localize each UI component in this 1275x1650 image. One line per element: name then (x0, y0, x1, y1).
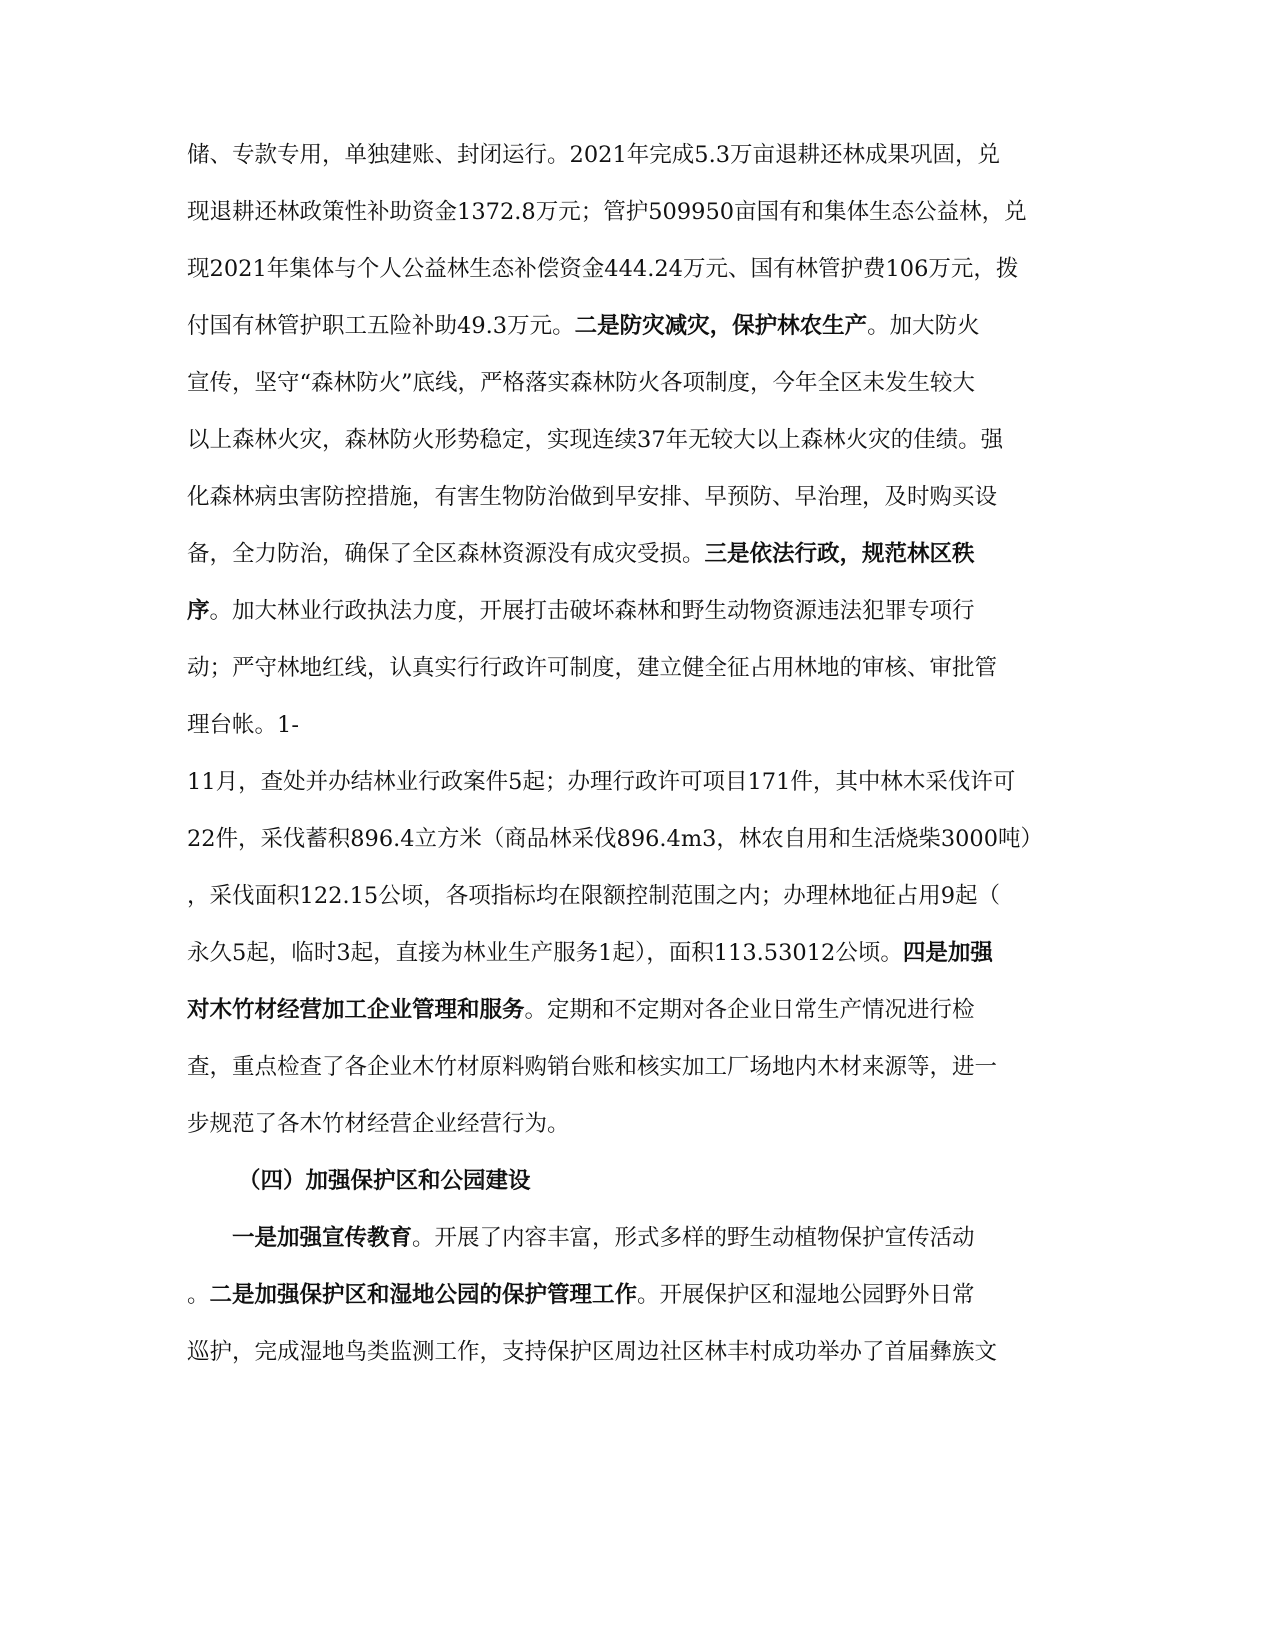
text-line (187, 1323, 997, 1381)
text-segment: 。加大防火 (867, 313, 980, 339)
text-line (187, 297, 980, 355)
bold-phrase: （四）加强保护区和公园建设 (238, 1168, 531, 1194)
text-segment: 22件，采伐蓄积896.4立方米（商品林采伐896.4m3，林农自用和生活烧柴3000吨） (187, 826, 1043, 852)
text-line (187, 696, 299, 754)
bold-phrase: 一是加强宣传教育 (232, 1225, 413, 1251)
text-line (187, 1038, 997, 1096)
text-segment: 永久5起，临时3起，直接为林业生产服务1起），面积113.53012公顷。 (187, 940, 903, 966)
text-line (187, 1095, 570, 1153)
text-line (187, 810, 1043, 868)
text-segment: 。开展了内容丰富，形式多样的野生动植物保护宣传活动 (412, 1225, 975, 1251)
text-line (187, 183, 1027, 241)
text-line (187, 639, 997, 697)
bold-phrase: 二是加强保护区和湿地公园的保护管理工作 (209, 1282, 638, 1308)
text-segment: 以上森林火灾，森林防火形势稳定，实现连续37年无较大以上森林火灾的佳绩。强 (187, 427, 1004, 453)
bold-phrase: 对木竹材经营加工企业管理和服务 (187, 997, 525, 1023)
text-segment: 化森林病虫害防控措施，有害生物防治做到早安排、早预防、早治理，及时购买设 (187, 484, 998, 510)
text-segment: 查，重点检查了各企业木竹材原料购销台账和核实加工厂场地内木材来源等，进一 (187, 1054, 998, 1080)
text-line (187, 468, 997, 526)
text-line (187, 126, 1000, 184)
bold-phrase: 序 (187, 598, 210, 624)
text-segment: 理台帐。1- (187, 712, 299, 738)
text-line (187, 867, 1000, 925)
text-line (187, 753, 1015, 811)
text-segment: 步规范了各木竹材经营企业经营行为。 (187, 1111, 570, 1137)
text-segment: 。开展保护区和湿地公园野外日常 (637, 1282, 975, 1308)
text-line (187, 240, 1018, 298)
text-segment: 动；严守林地红线，认真实行行政许可制度，建立健全征占用林地的审核、审批管 (187, 655, 998, 681)
text-line (187, 354, 975, 412)
text-line (187, 981, 975, 1039)
text-line (187, 525, 975, 583)
text-segment: 备，全力防治，确保了全区森林资源没有成灾受损。 (187, 541, 705, 567)
text-segment: 现退耕还林政策性补助资金1372.8万元；管护509950亩国有和集体生态公益林，兑 (187, 199, 1027, 225)
text-segment: 现2021年集体与个人公益林生态补偿资金444.24万元、国有林管护费106万元，拨 (187, 256, 1019, 282)
bold-phrase: 三是依法行政，规范林区秩 (704, 541, 975, 567)
text-line (187, 924, 993, 982)
text-line (187, 1266, 975, 1324)
bold-phrase: 二是防灾减灾，保护林农生产 (574, 313, 868, 339)
text-segment: 付国有林管护职工五险补助49.3万元。 (187, 313, 575, 339)
text-line (238, 1152, 531, 1210)
text-segment: 。 (187, 1282, 210, 1308)
text-segment: 。加大林业行政执法力度，开展打击破坏森林和野生动物资源违法犯罪专项行 (209, 598, 975, 624)
text-line (187, 582, 975, 640)
text-segment: 11月，查处并办结林业行政案件5起；办理行政许可项目171件，其中林木采伐许可 (187, 769, 1016, 795)
text-line (232, 1209, 975, 1267)
text-segment: ，采伐面积122.15公顷，各项指标均在限额控制范围之内；办理林地征占用9起（ (187, 883, 1001, 909)
text-line (187, 411, 1003, 469)
text-segment: 。定期和不定期对各企业日常生产情况进行检 (524, 997, 975, 1023)
bold-phrase: 四是加强 (902, 940, 993, 966)
text-segment: 宣传，坚守“森林防火”底线，严格落实森林防火各项制度，今年全区未发生较大 (187, 370, 976, 396)
text-segment: 储、专款专用，单独建账、封闭运行。2021年完成5.3万亩退耕还林成果巩固，兑 (187, 142, 1001, 168)
text-segment: 巡护，完成湿地鸟类监测工作，支持保护区周边社区林丰村成功举办了首届彝族文 (187, 1339, 998, 1365)
